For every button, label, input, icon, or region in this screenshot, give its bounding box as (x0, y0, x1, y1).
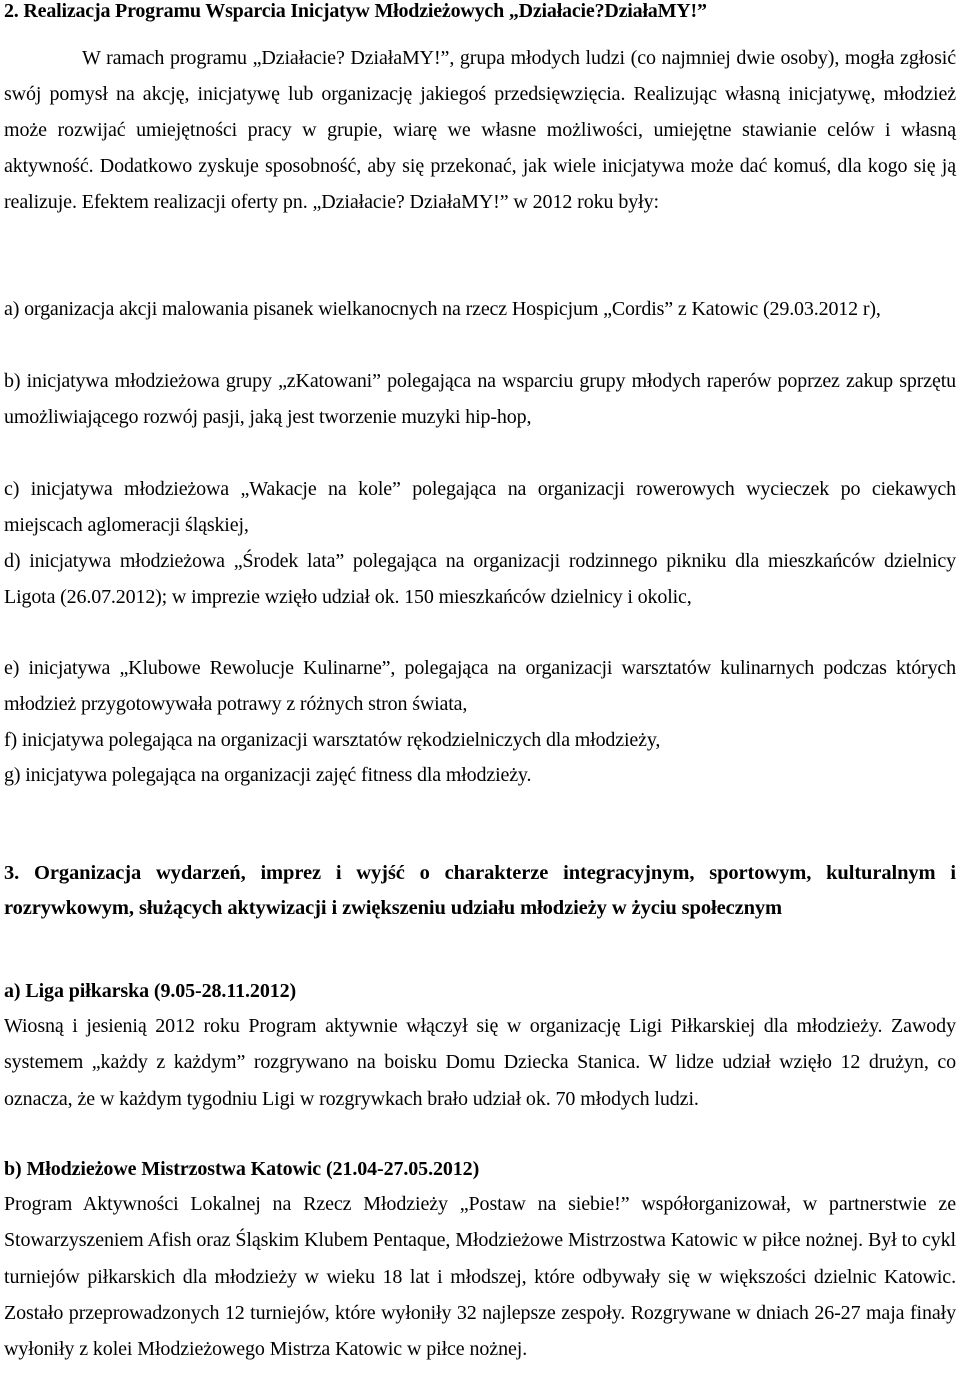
subsection-a-heading: a) Liga piłkarska (9.05-28.11.2012) (4, 980, 297, 1002)
list-item-c: c) inicjatywa młodzieżowa „Wakacje na kole” polegająca na organizacji rowerowych wycieczek po ciekawych miejscach aglomeracji śląskiej, (4, 478, 956, 536)
subsection-a-text: Wiosną i jesienią 2012 roku Program aktywnie włączył się w organizację Ligi Piłkarskiej dla młodzieży. Zawody systemem „każdy z każdym” rozgrywano na boisku Domu Dziecka Stanica. W lidze udział wzięło 12 drużyn, co oznacza, że w każdym tygodniu Ligi w rozgrywkach brało udział ok. 70 młodych ludzi. (4, 1015, 956, 1110)
list-item-g: g) inicjatywa polegająca na organizacji zajęć fitness dla młodzieży. (4, 764, 532, 786)
list-item-b: b) inicjatywa młodzieżowa grupy „zKatowani” polegająca na wsparciu grupy młodych raperów poprzez zakup sprzętu umożliwiającego rozwój pasji, jaką jest tworzenie muzyki hip-hop, (4, 370, 956, 428)
list-item-f: f) inicjatywa polegająca na organizacji warsztatów rękodzielniczych dla młodzieży, (4, 729, 661, 751)
list-item-a: a) organizacja akcji malowania pisanek wielkanocnych na rzecz Hospicjum „Cordis” z Katowic (29.03.2012 r), (4, 298, 881, 320)
section-2-heading: 2. Realizacja Programu Wsparcia Inicjatyw Młodzieżowych „Działacie?DziałaMY!” (4, 0, 707, 22)
subsection-b-heading: b) Młodzieżowe Mistrzostwa Katowic (21.04-27.05.2012) (4, 1158, 480, 1180)
section-2-intro: W ramach programu „Działacie? DziałaMY!”, grupa młodych ludzi (co najmniej dwie osoby), mogła zgłosić swój pomysł na akcję, inicjatywę lub organizację jakiegoś przedsięwzięcia. Realizując własną inicjatywę, młodzież może rozwijać umiejętności pracy w grupie, wiarę we własne możliwości, umiejętne stawianie celów i własną aktywność. Dodatkowo zyskuje sposobność, aby się przekonać, jak wiele inicjatywa może dać komuś, dla kogo się ją realizuje. Efektem realizacji oferty pn. „Działacie? DziałaMY!” w 2012 roku były: (4, 47, 956, 213)
list-item-d: d) inicjatywa młodzieżowa „Środek lata” polegająca na organizacji rodzinnego pikniku dla mieszkańców dzielnicy Ligota (26.07.2012); w imprezie wzięło udział ok. 150 mieszkańców dzielnicy i okolic, (4, 550, 956, 608)
section-3-heading: 3. Organizacja wydarzeń, imprez i wyjść o charakterze integracyjnym, sportowym, kulturalnym i rozrywkowym, służących aktywizacji i zwiększeniu udziału młodzieży w życiu społecznym (4, 862, 956, 919)
list-item-e: e) inicjatywa „Klubowe Rewolucje Kulinarne”, polegająca na organizacji warsztatów kulinarnych podczas których młodzież przygotowywała potrawy z różnych stron świata, (4, 657, 956, 715)
subsection-b-text: Program Aktywności Lokalnej na Rzecz Młodzieży „Postaw na siebie!” współorganizował, w partnerstwie ze Stowarzyszeniem Afish oraz Śląskim Klubem Pentaque, Młodzieżowe Mistrzostwa Katowic w piłce nożnej. Był to cykl turniejów piłkarskich dla młodzieży w wieku 18 lat i młodszej, które odbywały się w większości dzielnic Katowic. Zostało przeprowadzonych 12 turniejów, które wyłoniły 32 najlepsze zespoły. Rozgrywane w dniach 26-27 maja finały wyłoniły z kolei Młodzieżowego Mistrza Katowic w piłce nożnej. (4, 1193, 956, 1361)
